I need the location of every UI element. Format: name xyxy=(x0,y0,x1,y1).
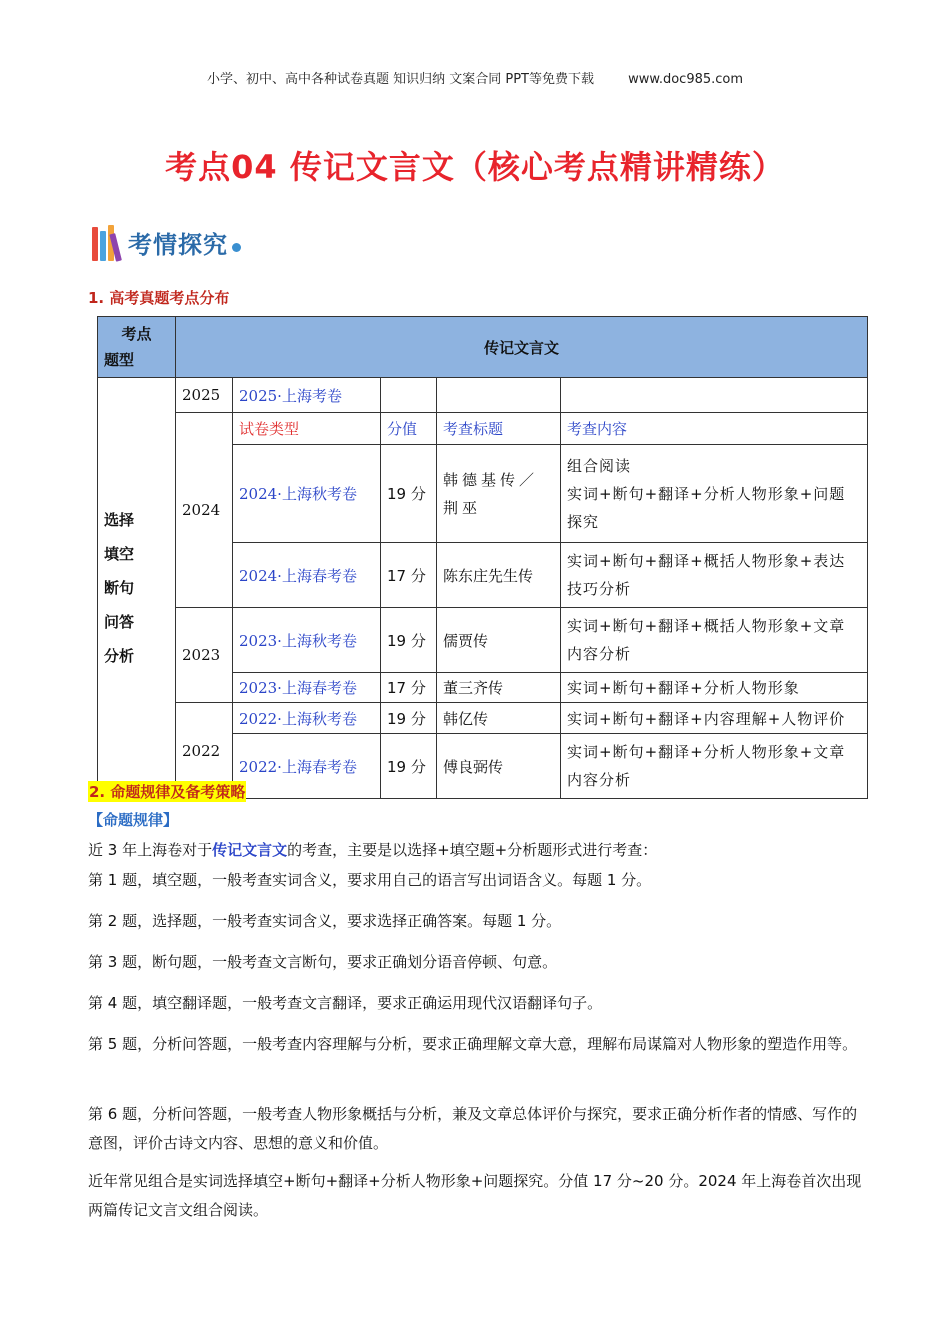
score-cell: 19 分 xyxy=(381,608,437,673)
intro-text: 的考查，主要是以选择+填空题+分析题形式进行考查： xyxy=(287,841,658,859)
paper-link[interactable]: 2022·上海秋考卷 xyxy=(233,703,381,734)
content-cell: 实词+断句+翻译+概括人物形象+文章内容分析 xyxy=(561,608,868,673)
rule-item: 第 6 题，分析问答题，一般考查人物形象概括与分析，兼及文章总体评价与探究，要求正确分析作者的情感、写作的意图，评价古诗文内容、思想的意义和价值。 xyxy=(88,1105,858,1152)
table-corner-cell xyxy=(98,317,176,378)
corner-top-label: 考点 xyxy=(121,325,152,343)
title-cell xyxy=(437,378,561,413)
paper-link[interactable]: 2024·上海秋考卷 xyxy=(233,445,381,543)
score-cell: 17 分 xyxy=(381,673,437,703)
title-cell: 韩德基传／荆巫 xyxy=(437,445,561,543)
section-banner xyxy=(92,222,241,262)
score-cell: 17 分 xyxy=(381,543,437,608)
question-type: 问答 xyxy=(104,613,135,631)
banner-label: 考情探究 xyxy=(128,230,228,259)
table-row xyxy=(98,378,868,413)
intro-text: 近 3 年上海卷对于 xyxy=(88,841,213,859)
intro-highlight: 传记文言文 xyxy=(212,841,288,859)
rule-item: 第 2 题，选择题，一般考查实词含义，要求选择正确答案。每题 1 分。 xyxy=(88,912,562,930)
rule-heading: 【命题规律】 xyxy=(88,811,179,829)
question-type-cell xyxy=(98,378,176,799)
rule-item: 第 5 题，分析问答题，一般考查内容理解与分析，要求正确理解文章大意，理解布局谋篇对人物形象的塑造作用等。 xyxy=(88,1035,858,1053)
col-header-content: 考查内容 xyxy=(561,413,868,445)
paper-link[interactable]: 2024·上海春考卷 xyxy=(233,543,381,608)
question-type: 选择 xyxy=(104,511,135,529)
question-type: 分析 xyxy=(104,647,135,665)
col-header-paper: 试卷类型 xyxy=(233,413,381,445)
title-cell: 韩亿传 xyxy=(437,703,561,734)
rule-item: 第 1 题，填空题，一般考查实词含义，要求用自己的语言写出词语含义。每题 1 分。 xyxy=(88,871,652,889)
intro-paragraph xyxy=(88,836,868,865)
table-main-header: 传记文言文 xyxy=(176,317,868,378)
paper-link[interactable]: 2022·上海春考卷 xyxy=(233,734,381,799)
table-header-row xyxy=(98,317,868,378)
year-cell: 2023 xyxy=(176,608,233,703)
title-cell: 傅良弼传 xyxy=(437,734,561,799)
content-cell: 实词+断句+翻译+内容理解+人物评价 xyxy=(561,703,868,734)
score-cell: 19 分 xyxy=(381,445,437,543)
score-cell: 19 分 xyxy=(381,703,437,734)
paper-link[interactable]: 2025·上海考卷 xyxy=(233,378,381,413)
question-type: 填空 xyxy=(104,545,135,563)
exam-distribution-table xyxy=(97,316,868,799)
page-header xyxy=(0,68,950,87)
header-text: 小学、初中、高中各种试卷真题 知识归纳 文案合同 PPT等免费下载 xyxy=(206,72,594,87)
rule-item: 第 4 题，填空翻译题，一般考查文言翻译，要求正确运用现代汉语翻译句子。 xyxy=(88,994,603,1012)
books-icon xyxy=(92,223,124,261)
year-cell: 2022 xyxy=(176,703,233,799)
content-cell xyxy=(561,378,868,413)
section2-heading: 2. 命题规律及备考策略 xyxy=(89,783,246,801)
content-cell: 组合阅读 实词+断句+翻译+分析人物形象+问题探究 xyxy=(561,445,868,543)
dot-icon xyxy=(232,243,241,252)
table-row xyxy=(98,703,868,734)
title-cell: 董三齐传 xyxy=(437,673,561,703)
col-header-score: 分值 xyxy=(381,413,437,445)
year-cell: 2024 xyxy=(176,413,233,608)
table-col-header-row xyxy=(98,413,868,445)
table-row xyxy=(98,608,868,673)
corner-bottom-label: 题型 xyxy=(104,351,135,369)
header-site-link[interactable]: www.doc985.com xyxy=(628,72,744,87)
col-header-title: 考查标题 xyxy=(437,413,561,445)
content-cell: 实词+断句+翻译+概括人物形象+表达技巧分析 xyxy=(561,543,868,608)
section1-heading: 1. 高考真题考点分布 xyxy=(88,289,230,307)
page-title: 考点04 传记文言文（核心考点精讲精练） xyxy=(165,148,785,186)
score-cell: 19 分 xyxy=(381,734,437,799)
rule-item: 近年常见组合是实词选择填空+断句+翻译+分析人物形象+问题探究。分值 17 分~20 分。2024 年上海卷首次出现两篇传记文言文组合阅读。 xyxy=(88,1172,862,1219)
content-cell: 实词+断句+翻译+分析人物形象 xyxy=(561,673,868,703)
title-cell: 儒贾传 xyxy=(437,608,561,673)
question-type: 断句 xyxy=(104,579,135,597)
paper-link[interactable]: 2023·上海秋考卷 xyxy=(233,608,381,673)
rule-item: 第 3 题，断句题，一般考查文言断句，要求正确划分语音停顿、句意。 xyxy=(88,953,558,971)
year-cell: 2025 xyxy=(176,378,233,413)
content-cell: 实词+断句+翻译+分析人物形象+文章内容分析 xyxy=(561,734,868,799)
title-cell: 陈东庄先生传 xyxy=(437,543,561,608)
score-cell xyxy=(381,378,437,413)
paper-link[interactable]: 2023·上海春考卷 xyxy=(233,673,381,703)
